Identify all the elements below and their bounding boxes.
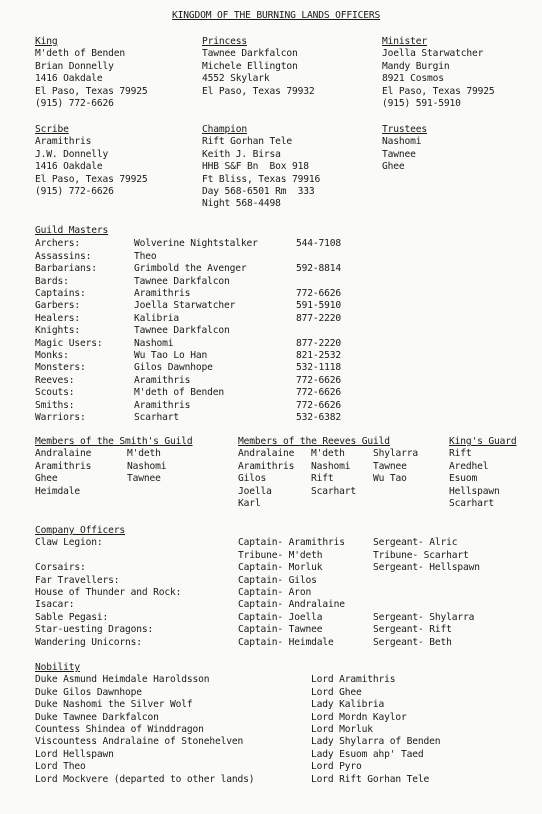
page-title: KINGDOM OF THE BURNING LANDS OFFICERS (172, 10, 381, 21)
guild-master-name: Aramithris (134, 374, 191, 386)
company-officer: Captain- Tawnee (238, 624, 323, 636)
officer-line: Rift Gorhan Tele (202, 136, 293, 148)
company-sergeant: Tribune- Scarhart (373, 549, 469, 561)
company-sergeant: Sergeant- Alric (373, 537, 458, 549)
company-officer: Captain- Heimdale (238, 636, 334, 648)
company-name: Star-uesting Dragons: (35, 624, 154, 636)
officer-line: 1416 Oakdale (35, 161, 103, 173)
officer-line: El Paso, Texas 79925 (35, 85, 148, 97)
guild-master-phone: 592-8814 (296, 263, 342, 275)
reeves-member: Aramithris (238, 460, 295, 472)
smiths-member: Andralaine (35, 448, 92, 460)
guild-name: Archers: (35, 238, 81, 250)
noble-name: Duke Tawnee Darkfalcon (35, 711, 159, 723)
officer-line: 1416 Oakdale (35, 73, 103, 85)
officer-line: Ft Bliss, Texas 79916 (202, 173, 321, 185)
guild-master-phone: 772-6626 (296, 399, 342, 411)
company-sergeant: Sergeant- Rift (373, 624, 452, 636)
company-name: Far Travellers: (35, 574, 120, 586)
company-name: Claw Legion: (35, 537, 103, 549)
officer-line: HHB S&F Bn Box 918 (202, 161, 309, 173)
reeves-member: Rift (311, 473, 334, 485)
noble-name: Lady Shylarra of Benden (311, 736, 441, 748)
officer-line: El Paso, Texas 79925 (382, 85, 495, 97)
company-name: House of Thunder and Rock: (35, 587, 182, 598)
noble-name: Lord Pyro (311, 761, 362, 773)
officer-role-king: King (35, 36, 58, 47)
reeves-member: Gilos (238, 473, 267, 485)
company-sergeant: Sergeant- Hellspawn (373, 562, 480, 574)
officer-line: Night 568-4498 (202, 198, 281, 210)
kings-guard-member: Scarhart (449, 498, 495, 509)
guild-master-phone: 544-7108 (296, 238, 342, 250)
noble-name: Lord Morluk (311, 724, 373, 735)
smiths-member: M'deth (127, 448, 161, 460)
company-officers-heading: Company Officers (35, 525, 126, 536)
guild-master-name: Gilos Dawnhope (134, 362, 213, 374)
officer-line: Michele Ellington (202, 60, 298, 72)
company-officer: Captain- Andralaine (238, 599, 345, 611)
guild-name: Knights: (35, 325, 81, 337)
company-name: Wandering Unicorns: (35, 636, 142, 648)
officer-line: Tawnee Darkfalcon (202, 48, 298, 60)
company-sergeant: Sergeant- Beth (373, 636, 452, 648)
officer-line: Brian Donnelly (35, 60, 114, 72)
officer-line: M'deth of Benden (35, 48, 126, 60)
company-officer: Captain- Gilos (238, 574, 317, 586)
guild-name: Assassins: (35, 250, 92, 262)
kings-guard-member: Hellspawn (449, 485, 500, 497)
guild-master-phone: 532-1118 (296, 362, 342, 374)
guild-name: Barbarians: (35, 263, 97, 275)
guild-master-phone: 877-2220 (296, 337, 342, 349)
reeves-member: Nashomi (311, 460, 351, 472)
noble-name: Lady Kalibria (311, 699, 385, 711)
smiths-member: Ghee (35, 473, 58, 485)
reeves-member: Tawnee (373, 460, 407, 472)
officer-role-champion: Champion (202, 124, 248, 135)
noble-name: Lord Rift Gorhan Tele (311, 773, 430, 785)
guild-master-phone: 772-6626 (296, 374, 342, 386)
officer-line: (915) 772-6626 (35, 98, 114, 109)
officer-line: (915) 591-5910 (382, 98, 461, 109)
guild-name: Monsters: (35, 362, 86, 374)
guild-master-phone: 772-6626 (296, 288, 342, 299)
company-name: Sable Pegasi: (35, 611, 109, 623)
reeves-member: Wu Tao (373, 473, 407, 485)
guild-master-name: Scarhart (134, 412, 180, 423)
guild-master-name: Grimbold the Avenger (134, 263, 247, 275)
noble-name: Lord Mockvere (departed to other lands) (35, 773, 255, 785)
company-name: Isacar: (35, 599, 75, 611)
noble-name: Lord Mordn Kaylor (311, 711, 407, 723)
guild-masters-heading: Guild Masters (35, 225, 109, 236)
guild-master-name: Wolverine Nightstalker (134, 238, 258, 250)
company-officer: Tribune- M'deth (238, 549, 323, 561)
guild-master-name: Kalibria (134, 312, 180, 324)
smiths-member: Heimdale (35, 485, 81, 497)
guild-name: Healers: (35, 312, 81, 324)
guild-master-name: Theo (134, 250, 157, 262)
guild-master-phone: 772-6626 (296, 387, 342, 399)
guild-master-name: Wu Tao Lo Han (134, 350, 208, 361)
officer-line: Keith J. Birsa (202, 148, 281, 160)
guild-master-name: Nashomi (134, 337, 174, 349)
officer-line: El Paso, Texas 79925 (35, 173, 148, 185)
guild-name: Smiths: (35, 399, 75, 411)
guild-master-phone: 821-2532 (296, 350, 342, 361)
guild-master-phone: 591-5910 (296, 300, 342, 312)
noble-name: Lord Aramithris (311, 674, 396, 686)
noble-name: Lord Hellspawn (35, 748, 114, 760)
guild-master-phone: 532-6382 (296, 412, 342, 423)
officer-line: J.W. Donnelly (35, 148, 109, 160)
guild-name: Magic Users: (35, 337, 103, 349)
guild-master-name: Joella Starwatcher (134, 300, 236, 312)
guild-master-name: M'deth of Benden (134, 387, 225, 399)
reeves-member: Andralaine (238, 448, 295, 460)
smiths-guild-heading: Members of the Smith's Guild (35, 436, 193, 447)
reeves-member: Scarhart (311, 485, 357, 497)
officer-line: 8921 Cosmos (382, 73, 444, 85)
kings-guard-heading: King's Guard (449, 436, 517, 447)
smiths-member: Tawnee (127, 473, 161, 485)
kings-guard-member: Aredhel (449, 460, 489, 472)
company-sergeant: Sergeant- Shylarra (373, 611, 475, 623)
guild-master-name: Tawnee Darkfalcon (134, 275, 230, 287)
officer-line: Joella Starwatcher (382, 48, 484, 60)
guild-master-name: Aramithris (134, 288, 191, 299)
kings-guard-member: Rift (449, 448, 472, 460)
nobility-heading: Nobility (35, 662, 81, 673)
officer-role-minister: Minister (382, 36, 428, 47)
company-officer: Captain- Joella (238, 611, 323, 623)
guild-master-phone: 877-2220 (296, 312, 342, 324)
guild-name: Bards: (35, 275, 69, 287)
noble-name: Lord Ghee (311, 686, 362, 698)
company-name: Corsairs: (35, 562, 86, 574)
officer-role-princess: Princess (202, 36, 248, 47)
smiths-member: Aramithris (35, 460, 92, 472)
officer-role-trustees: Trustees (382, 124, 428, 135)
officer-line: Ghee (382, 161, 405, 173)
guild-name: Garbers: (35, 300, 81, 312)
noble-name: Duke Gilos Dawnhope (35, 686, 142, 698)
officer-line: 4552 Skylark (202, 73, 270, 85)
guild-master-name: Aramithris (134, 399, 191, 411)
guild-name: Captains: (35, 288, 86, 299)
guild-name: Monks: (35, 350, 69, 361)
officer-line: El Paso, Texas 79932 (202, 85, 315, 97)
guild-name: Warriors: (35, 412, 86, 423)
smiths-member: Nashomi (127, 460, 167, 472)
company-officer: Captain- Aron (238, 587, 312, 598)
officer-line: (915) 772-6626 (35, 186, 114, 197)
officer-line: Aramithris (35, 136, 92, 148)
company-officer: Captain- Aramithris (238, 537, 345, 549)
noble-name: Countess Shindea of Winddragon (35, 724, 204, 735)
reeves-member: Shylarra (373, 448, 419, 460)
noble-name: Lord Theo (35, 761, 86, 773)
noble-name: Duke Asmund Heimdale Haroldsson (35, 674, 210, 686)
officer-line: Nashomi (382, 136, 422, 148)
officer-line: Day 568-6501 Rm 333 (202, 186, 315, 197)
reeves-member: Joella (238, 485, 272, 497)
reeves-guild-heading: Members of the Reeves Guild (238, 436, 390, 447)
company-officer: Captain- Morluk (238, 562, 323, 574)
noble-name: Viscountess Andralaine of Stonehelven (35, 736, 244, 748)
reeves-member: Karl (238, 498, 261, 509)
guild-name: Reeves: (35, 374, 75, 386)
guild-name: Scouts: (35, 387, 75, 399)
noble-name: Lady Esuom ahp' Taed (311, 748, 424, 760)
officer-role-scribe: Scribe (35, 124, 69, 135)
reeves-member: M'deth (311, 448, 345, 460)
guild-master-name: Tawnee Darkfalcon (134, 325, 230, 337)
officer-line: Mandy Burgin (382, 60, 450, 72)
noble-name: Duke Nashomi the Silver Wolf (35, 699, 193, 711)
kings-guard-member: Esuom (449, 473, 478, 485)
officer-line: Tawnee (382, 148, 416, 160)
